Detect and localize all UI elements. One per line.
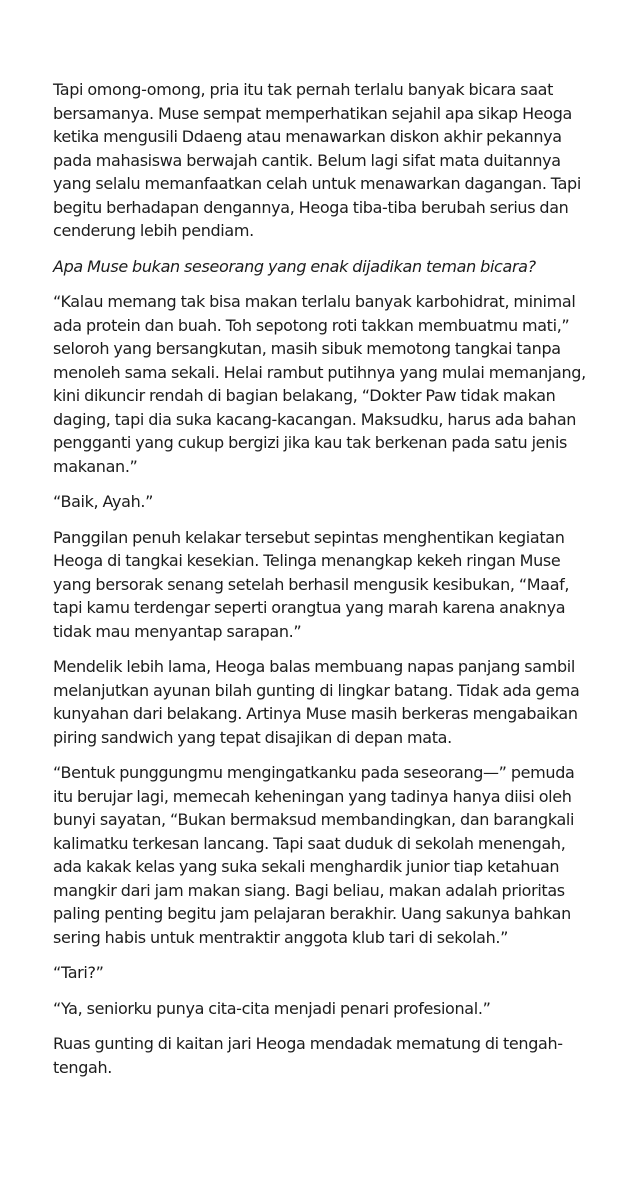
dialogue-line: “Ya, seniorku punya cita-cita menjadi penari profesional.”: [53, 998, 491, 1018]
book-page: [53, 78, 587, 1091]
dialogue-line: “Baik, Ayah.”: [53, 492, 154, 511]
dialogue-line: “Tari?”: [53, 963, 104, 982]
paragraph: Panggilan penuh kelakar tersebut sepintas menghentikan kegiatan Heoga di tangkai kesekian. Telinga menangkap kekeh ringan Muse yang bersorak senang setelah berhasil mengusik kesibukan, “Maaf, tapi kamu terdengar seperti orangtua yang marah karena anaknya tidak mau menyantap sarapan.”: [53, 527, 570, 641]
paragraph: Tapi omong-omong, pria itu tak pernah terlalu banyak bicara saat bersamanya. Muse sempat memperhatikan sejahil apa sikap Heoga ketika mengusili Ddaeng atau menawarkan diskon akhir pekannya pada mahasiswa berwajah cantik. Belum lagi sifat mata duitannya yang selalu memanfaatkan celah untuk menawarkan dagangan. Tapi begitu berhadapan dengannya, Heoga tiba-tiba berubah serius dan cenderung lebih pendiam.: [53, 80, 581, 240]
paragraph: Mendelik lebih lama, Heoga balas membuang napas panjang sambil melanjutkan ayunan bilah gunting di lingkar batang. Tidak ada gema kunyahan dari belakang. Artinya Muse masih berkeras mengabaikan piring sandwich yang tepat disajikan di depan mata.: [53, 657, 580, 747]
italic-thought-paragraph: Apa Muse bukan seseorang yang enak dijadikan teman bicara?: [53, 256, 536, 276]
paragraph: “Bentuk punggungmu mengingatkanku pada seseorang—” pemuda itu berujar lagi, memecah keheningan yang tadinya hanya diisi oleh bunyi sayatan, “Bukan bermaksud membandingkan, dan barangkali kalimatku terkesan lancang. Tapi saat duduk di sekolah menengah, ada kakak kelas yang suka sekali menghardik junior tiap ketahuan mangkir dari jam makan siang. Bagi beliau, makan adalah prioritas paling penting begitu jam pelajaran berakhir. Uang sakunya bahkan sering habis untuk mentraktir anggota klub tari di sekolah.”: [53, 763, 575, 947]
paragraph: Ruas gunting di kaitan jari Heoga mendadak mematung di tengah-tengah.: [53, 1034, 563, 1077]
paragraph: “Kalau memang tak bisa makan terlalu banyak karbohidrat, minimal ada protein dan buah. Toh sepotong roti takkan membuatmu mati,” seloroh yang bersangkutan, masih sibuk memotong tangkai tanpa menoleh sama sekali. Helai rambut putihnya yang mulai memanjang, kini dikuncir rendah di bagian belakang, “Dokter Paw tidak makan daging, tapi dia suka kacang-kacangan. Maksudku, harus ada bahan pengganti yang cukup bergizi jika kau tak berkenan pada satu jenis makanan.”: [53, 292, 586, 476]
